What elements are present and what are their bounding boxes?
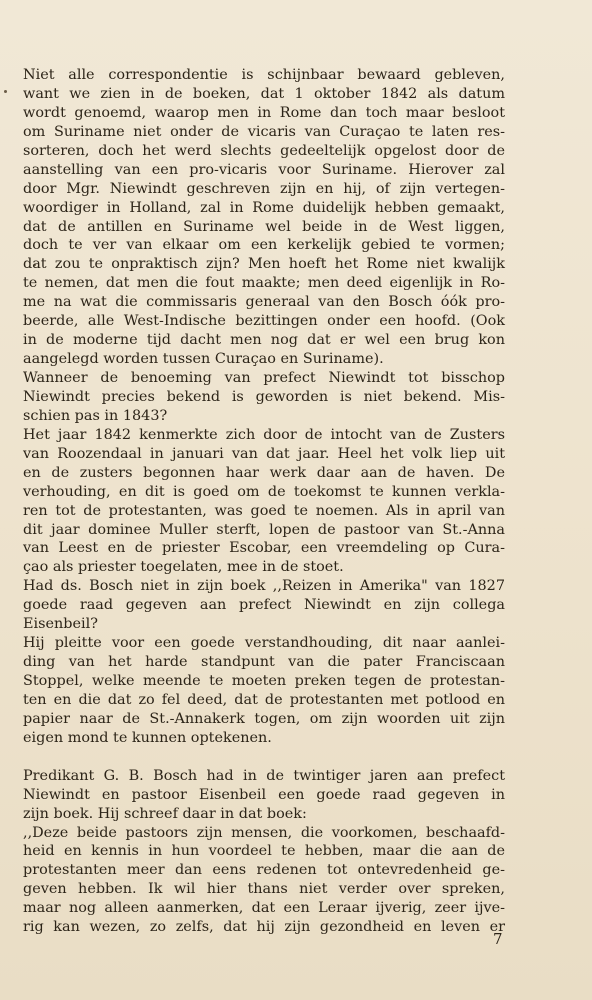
text-line: dat zou te onpraktisch zijn? Men hoeft het Rome niet kwalijk xyxy=(23,256,505,273)
text-line: want we zien in de boeken, dat 1 oktober 1842 als datum xyxy=(23,85,505,102)
text-line: Stoppel, welke meende te moeten preken tegen de protestan- xyxy=(23,673,505,689)
text-line: heid en kennis in hun voordeel te hebben, maar die aan de xyxy=(23,843,505,860)
text-line: Het jaar 1842 kenmerkte zich door de intocht van de Zusters xyxy=(23,426,505,443)
text-line: beerde, alle West-Indische bezittingen onder een hoofd. (Ook xyxy=(23,313,505,330)
paragraph xyxy=(23,66,505,369)
text-line: protestanten meer dan eens redenen tot ontevredenheid ge- xyxy=(23,862,505,879)
body-text xyxy=(23,66,505,937)
text-line: wordt genoemd, waarop men in Rome dan toch maar besloot xyxy=(23,104,505,121)
page-number: 7 xyxy=(493,930,503,948)
text-line: verhouding, en dit is goed om de toekomst te kunnen verkla- xyxy=(23,483,505,500)
paragraph xyxy=(23,824,505,938)
paragraph xyxy=(23,369,505,426)
text-line: van Roozendaal in januari van dat jaar. Heel het volk liep uit xyxy=(23,445,505,462)
text-line: in de moderne tijd dacht men nog dat er wel een brug kon xyxy=(23,332,505,349)
text-line: çao als priester toegelaten, mee in de stoet. xyxy=(23,559,344,576)
text-line: maar nog alleen aanmerken, dat een Leraar ijverig, zeer ijve- xyxy=(23,900,505,917)
text-line: woordiger in Holland, zal in Rome duidelijk hebben gemaakt, xyxy=(23,199,505,216)
paragraph-gap xyxy=(23,748,505,767)
text-line: geven hebben. Ik wil hier thans niet verder over spreken, xyxy=(23,881,505,898)
text-line: ten en die dat zo fel deed, dat de protestanten met potlood en xyxy=(23,691,505,708)
text-line: ,,Deze beide pastoors zijn mensen, die voorkomen, beschaafd- xyxy=(23,824,505,841)
text-line: ding van het harde standpunt van die pater Franciscaan xyxy=(23,654,505,671)
text-line: aangelegd worden tussen Curaçao en Suriname). xyxy=(23,351,384,368)
paragraph xyxy=(23,634,505,748)
text-line: Had ds. Bosch niet in zijn boek ,,Reizen in Amerika" van 1827 xyxy=(23,578,505,595)
text-line: te nemen, dat men die fout maakte; men deed eigenlijk in Ro- xyxy=(23,275,505,292)
text-line: rig kan wezen, zo zelfs, dat hij zijn gezondheid en leven er xyxy=(23,919,505,936)
text-line: eigen mond te kunnen optekenen. xyxy=(23,729,272,746)
text-line: van Leest en de priester Escobar, een vreemdeling op Cura- xyxy=(23,540,505,557)
text-line: Hij pleitte voor een goede verstandhouding, dit naar aanlei- xyxy=(23,635,505,652)
text-line: door Mgr. Niewindt geschreven zijn en hij, of zijn vertegen- xyxy=(23,180,505,197)
print-speck xyxy=(4,90,7,93)
text-line: Niewindt precies bekend is geworden is niet bekend. Mis- xyxy=(23,388,505,405)
text-line: aanstelling van een pro-vicaris voor Suriname. Hierover zal xyxy=(23,161,505,178)
paragraph xyxy=(23,577,505,634)
text-line: goede raad gegeven aan prefect Niewindt en zijn collega xyxy=(23,597,505,614)
paragraph xyxy=(23,767,505,824)
text-line: sorteren, doch het werd slechts gedeeltelijk opgelost door de xyxy=(23,142,505,159)
text-line: schien pas in 1843? xyxy=(23,407,168,424)
text-line: Niewindt en pastoor Eisenbeil een goede raad gegeven in xyxy=(23,786,505,803)
paragraph xyxy=(23,426,505,578)
text-line: ren tot de protestanten, was goed te noemen. Als in april van xyxy=(23,502,505,519)
text-line: papier naar de St.-Annakerk togen, om zijn woorden uit zijn xyxy=(23,710,505,727)
text-line: Wanneer de benoeming van prefect Niewindt tot bisschop xyxy=(23,370,505,386)
text-line: om Suriname niet onder de vicaris van Curaçao te laten res- xyxy=(23,123,505,140)
text-line: doch te ver van elkaar om een kerkelijk gebied te vormen; xyxy=(23,237,505,254)
text-line: Eisenbeil? xyxy=(23,616,98,633)
text-line: Niet alle correspondentie is schijnbaar bewaard gebleven, xyxy=(23,67,505,83)
text-line: dit jaar dominee Muller sterft, lopen de pastoor van St.-Anna xyxy=(23,521,505,538)
text-line: Predikant G. B. Bosch had in de twintiger jaren aan prefect xyxy=(23,767,505,784)
text-line: en de zusters begonnen haar werk daar aan de haven. De xyxy=(23,464,505,481)
text-line: zijn boek. Hij schreef daar in dat boek: xyxy=(23,805,307,822)
text-line: dat de antillen en Suriname wel beide in de West liggen, xyxy=(23,218,505,235)
text-line: me na wat die commissaris generaal van den Bosch óók pro- xyxy=(23,294,505,311)
